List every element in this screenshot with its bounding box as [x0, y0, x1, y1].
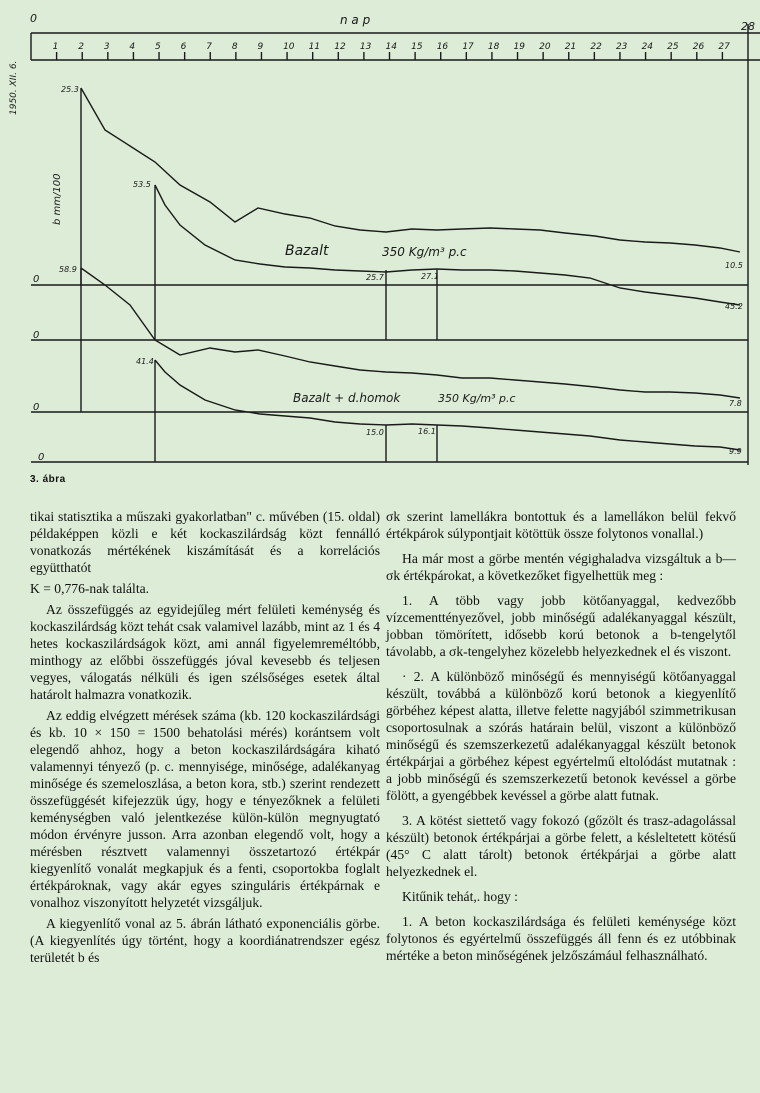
series-label-homok: Bazalt + d.homok	[293, 391, 401, 405]
value-27-1: 27.1	[421, 272, 439, 281]
right-paragraph-1: σk szerint lamellákra bontottuk és a lamellákon belül fekvő értékpárok súlypontjait kötöttük össze folytonos vonallal.)	[386, 509, 736, 541]
figure-svg	[0, 0, 760, 470]
day-ticks	[57, 52, 723, 60]
day-tick-label: 13	[359, 42, 372, 52]
day-tick-label: 22	[590, 42, 602, 52]
figure-caption: 3. ábra	[30, 474, 66, 485]
curve-homok-sigma	[155, 360, 740, 450]
rotated-date: 1950. XII. 6.	[9, 60, 19, 115]
day-tick-label: 26	[692, 42, 705, 52]
day-tick-label: 17	[462, 42, 474, 52]
value-7-8: 7.8	[729, 399, 742, 408]
axis-title-nap: n a p	[340, 13, 371, 27]
day-tick-label: 18	[487, 42, 500, 52]
baseline-label-2: 0	[33, 330, 40, 341]
day-tick-label: 21	[564, 42, 577, 52]
left-paragraph-2: Az összefüggés az egyidejűleg mért felületi keménység és kockaszilárdság közt tehát csak valamivel lazább, mint az 1 és 4 hetes kockaszilárdságok közt, ami annál figyelemreméltóbb, minthogy az előbbi összefüggés jóval kevesebb és teljesen vegyes, válogatás nélküli és igen szélsőséges esetek által határolt halmazra vonatkozik.	[30, 602, 380, 702]
day-tick-label: 4	[129, 42, 136, 52]
value-45-2: 45.2	[725, 302, 743, 311]
value-10-5: 10.5	[725, 261, 743, 270]
day-tick-label: 15	[411, 42, 423, 52]
day-tick-labels	[53, 42, 731, 52]
right-paragraph-4: · 2. A különböző minőségű és mennyiségű kötőanyaggal készült, továbbá a különböző korú betonok a kiegyenlítő görbéhez képest alatta, illetve felette nagyjából szimmetrikusan csoportosulnak a szórás határain belül, viszont a különböző minőségű és szemszerkezetű adalékanyaggal készült betonok értékpárjai a görbéhez képest egyértelmű eltolódást mutatnak : a jobb minőségű és szemszerkezetű betonok kevéssel a görbe fölött, a gyengébbek kevéssel a görbe alatt futnak.	[386, 669, 736, 803]
right-paragraph-6: Kitűnik tehát,. hogy :	[402, 889, 518, 904]
day-tick-label: 11	[308, 42, 321, 52]
y-axis-label: b mm/100	[52, 173, 63, 225]
day-tick-label: 16	[436, 42, 449, 52]
series-label-bazalt-dose: 350 Kg/m³ p.c	[382, 245, 467, 259]
figure-3	[0, 0, 760, 470]
value-15-0: 15.0	[366, 428, 384, 437]
day-tick-label: 5	[155, 42, 161, 52]
axis-zero-label: 0	[30, 12, 37, 25]
baseline-label-1: 0	[33, 274, 40, 285]
left-paragraph-1: tikai statisztika a műszaki gyakorlatban" c. művében (15. oldal) példaképpen közli e két kockaszilárdság közt fennálló vonatkozás mértékének kiszámítását és a korrelációs együtthatót	[30, 509, 380, 575]
day-tick-label: 20	[539, 42, 551, 52]
curve-bazalt-b	[81, 88, 740, 252]
day-tick-label: 19	[513, 42, 525, 52]
left-paragraph-3: Az eddig elvégzett mérések száma (kb. 120 kockaszilárdsági és kb. 10 × 150 = 1500 behatolási mérés) korántsem volt elegendő ahhoz, hogy a beton kockaszilárdságára kiható valamennyi tényező (p. c. mennyisége, minősége, adalékanyag minősége és szemeloszlása, a beton kora, stb.) szerint rendezett összefüggését kifejezzük úgy, hogy e tényezőknek a felületi keménységben való jelentkezése külön-külön megnyugtató módon érvényre jusson. Arra azonban elegendő volt, hogy a mérésben résztvett valamennyi összetartozó értékpár kiegyenlítő vonalát megkapjuk és a fenti, csoportokba foglalt értékpároknak, vagy akár egyes szinguláris értékpárnak e vonalhoz viszonyított helyzetét vizsgáljuk.	[30, 708, 380, 910]
day-tick-label: 7	[206, 42, 212, 52]
day-tick-label: 3	[103, 42, 110, 52]
baseline-label-3: 0	[33, 402, 40, 413]
baseline-label-4: 0	[38, 452, 45, 463]
right-paragraph-5: 3. A kötést siettető vagy fokozó (gőzölt és trasz-adagolással készült) betonok értékpárjai a görbe felett, a késleltetett kötésű (45° C alatt tárolt) betonok értékpárjai a görbe alatt helyezkednek el.	[386, 813, 736, 879]
right-paragraph-3: 1. A több vagy jobb kötőanyaggal, kedvezőbb vízcementtényezővel, jobb minőségű adalékanyaggal készült, jobban tömörített, idősebb korú betonok a b-tengelytől távolabb, a σk-tengelyhez közelebb helyezkednek el és viszont.	[386, 593, 736, 659]
value-25-3: 25.3	[61, 85, 79, 94]
day-tick-label: 23	[615, 42, 628, 52]
day-tick-label: 8	[231, 42, 238, 52]
day-tick-label: 12	[334, 42, 346, 52]
day-tick-label: 9	[257, 42, 264, 52]
day-tick-label: 14	[385, 42, 397, 52]
value-53-5: 53.5	[133, 180, 151, 189]
value-41-4: 41.4	[136, 357, 154, 366]
left-paragraph-4: A kiegyenlítő vonal az 5. ábrán látható exponenciális görbe. (A kiegyenlítés úgy történt, hogy a koordiánatrendszer egész területét b és	[30, 916, 380, 965]
axis-end-label: 28	[741, 20, 755, 33]
right-paragraph-2: Ha már most a görbe mentén végighaladva vizsgáltuk a b—σk értékpárokat, a következőket figyelhettük meg :	[386, 551, 736, 583]
day-tick-label: 1	[52, 42, 59, 52]
day-tick-label: 2	[78, 42, 84, 52]
right-column	[386, 508, 736, 968]
right-paragraph-7: 1. A beton kockaszilárdsága és felületi keménysége közt folytonos és egyértelmű összefüggés áll fenn és ez utóbbinak mértéke a beton minőségének jelzőszámául felhasználható.	[386, 914, 736, 963]
value-9-9: 9.9	[729, 447, 742, 456]
formula: K = 0,776-nak találta.	[30, 581, 150, 596]
day-tick-label: 27	[718, 42, 730, 52]
left-column	[30, 508, 380, 970]
value-16-1: 16.1	[418, 427, 436, 436]
series-label-homok-dose: 350 Kg/m³ p.c	[438, 392, 516, 405]
day-tick-label: 6	[180, 42, 187, 52]
series-label-bazalt: Bazalt	[285, 243, 329, 259]
day-tick-label: 25	[667, 42, 679, 52]
day-tick-label: 10	[283, 42, 295, 52]
curve-homok-b	[81, 268, 740, 398]
value-25-7: 25.7	[366, 273, 384, 282]
value-58-9: 58.9	[59, 265, 77, 274]
day-tick-label: 24	[641, 42, 654, 52]
